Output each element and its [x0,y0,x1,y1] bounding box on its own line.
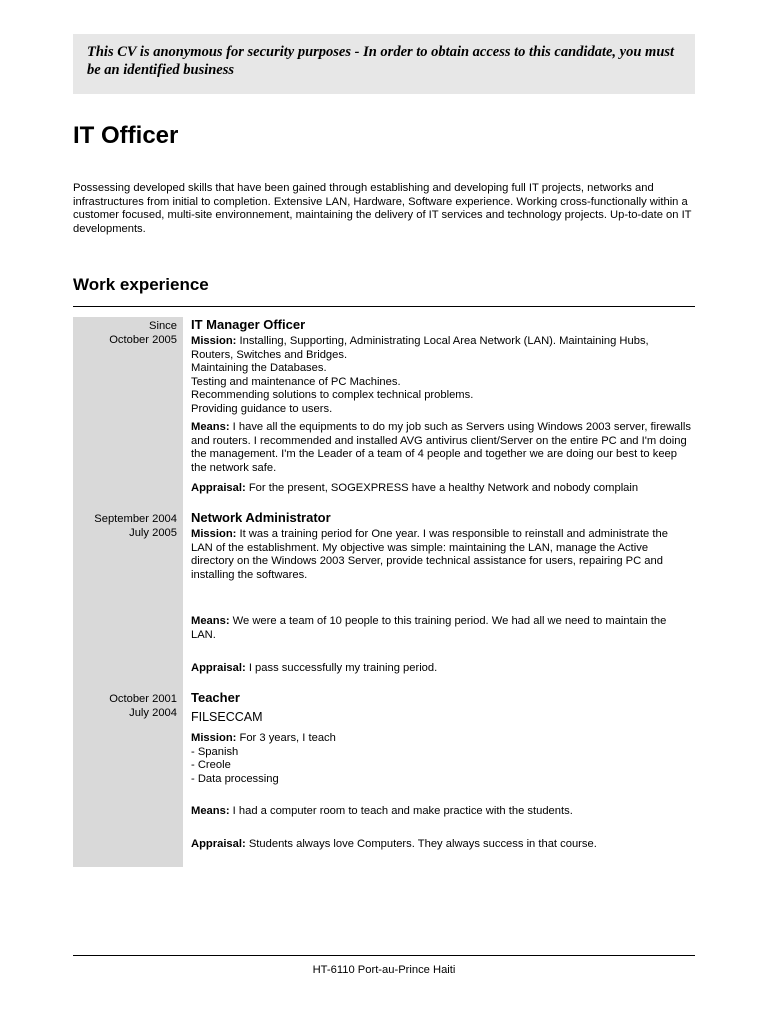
job-3-mission [191,732,691,786]
work-experience-heading: Work experience [73,275,209,294]
appraisal-label: Appraisal: [191,482,246,494]
means-label: Means: [191,805,230,817]
cv-title: IT Officer [73,122,179,149]
section-divider [73,306,695,307]
job-2-date-end: July 2005 [129,526,177,539]
means-label: Means: [191,615,230,627]
job-3-title: Teacher [191,690,240,705]
job-1-means [191,421,691,475]
job-2-appraisal-text: I pass successfully my training period. [248,662,438,674]
job-1-appraisal-text: For the present, SOGEXPRESS have a healthy Network and nobody complain [248,482,639,494]
job-3-date-end: July 2004 [129,706,177,719]
job-3-means [191,805,691,819]
job-2-mission-text: It was a training period for One year. I was responsible to reinstall and administrate the LAN of the establishment. My objective was simple: maintaining the LAN, manage the Active directory on the Windows 2003 Server, provide technical assistance for users, repairing PC and installing the softwares. [191,528,668,581]
mission-label: Mission: [191,528,237,540]
job-2-appraisal [191,662,691,676]
job-2-date-start: September 2004 [94,513,177,525]
footer-address: HT-6110 Port-au-Prince Haiti [312,964,456,976]
job-3-appraisal [191,838,691,852]
job-1-date-end: October 2005 [109,333,177,346]
job-3-date-start: October 2001 [109,693,177,705]
job-1-mission-text: Installing, Supporting, Administrating Local Area Network (LAN). Maintaining Hubs, Routers, Switches and Bridges. Maintaining the Databases. Testing and maintenance of PC Machines. Recommending solutions to complex technical problems. Providing guidance to users. [191,335,649,415]
job-3-company: FILSECCAM [191,710,263,724]
job-1-mission [191,335,691,416]
job-2-means [191,615,691,642]
job-3-appraisal-text: Students always love Computers. They always success in that course. [248,838,597,850]
job-2-mission [191,528,691,582]
job-3-mission-text: For 3 years, I teach - Spanish - Creole - Data processing [191,732,336,785]
anonymity-notice: This CV is anonymous for security purposes - In order to obtain access to this candidate, you must be an identified business [73,34,695,94]
job-1-means-text: I have all the equipments to do my job such as Servers using Windows 2003 server, firewalls and routers. I recommended and installed AVG antivirus client/Server on the entire PC and I'm doing the management. I'm the Leader of a team of 4 people and together we are doing our best to keep the network safe. [191,421,691,474]
job-2-title: Network Administrator [191,510,331,525]
appraisal-label: Appraisal: [191,838,246,850]
job-1-appraisal [191,482,691,496]
date-column [73,317,183,867]
job-3-means-text: I had a computer room to teach and make practice with the students. [232,805,573,817]
job-2-means-text: We were a team of 10 people to this training period. We had all we need to maintain the LAN. [191,615,667,641]
mission-label: Mission: [191,335,237,347]
mission-label: Mission: [191,732,237,744]
appraisal-label: Appraisal: [191,662,246,674]
job-1-date-start: Since [149,320,177,332]
job-1-title: IT Manager Officer [191,317,306,332]
profile-summary: Possessing developed skills that have been gained through establishing and developing full IT projects, networks and infrastructures from initial to completion. Extensive LAN, Hardware, Software experience. Working cross-functionally within a customer focused, multi-site environnement, maintaining the delivery of IT services and technology projects. Up-to-date on IT developments. [73,182,692,235]
means-label: Means: [191,421,230,433]
footer-divider [73,955,695,956]
